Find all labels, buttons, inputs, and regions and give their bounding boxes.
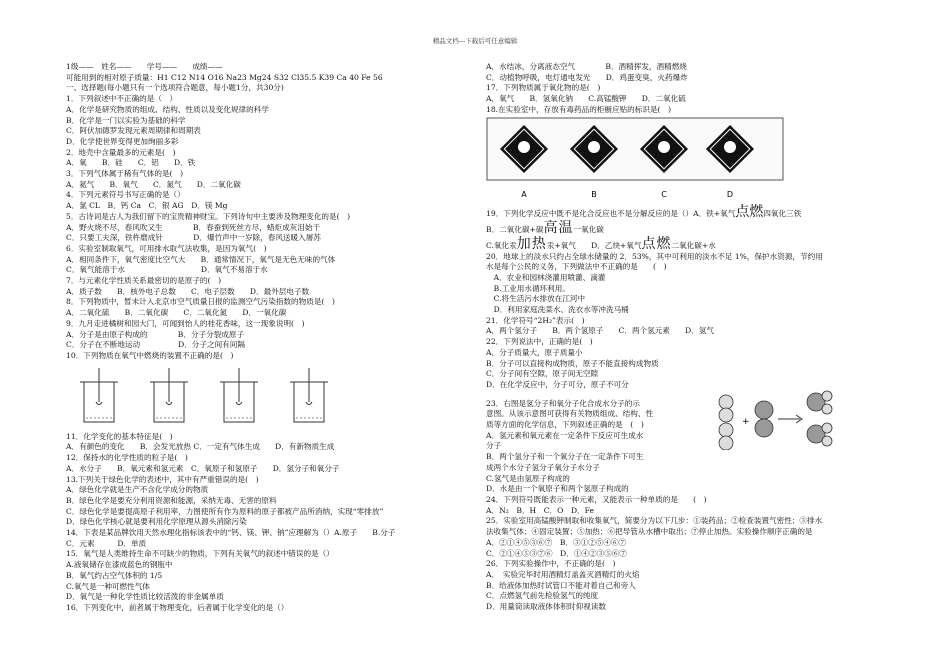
- text-line: 成两个水分子氢分子氧分子水分子: [486, 462, 600, 472]
- text-line: 12．保持水的化学性质的粒子是( ): [66, 453, 188, 463]
- text-line: D．用量筒读取液体体积时仰视读数: [486, 602, 606, 612]
- q19-part: 汞+氧气 D．乙炔+氧气: [546, 240, 642, 250]
- hydrogen-atom: [719, 436, 733, 450]
- text-line: 7．与元素化学性质关系最密切的是原子的( ): [66, 276, 222, 286]
- hydrogen-atom: [719, 408, 733, 422]
- text-line: 9．九月走进橘树和园大门，可闻到怡人的桂花香味，这一现象说明( ): [66, 318, 305, 328]
- text-line: 一、选择题(每小题只有一个选项符合题意，每小题1分，共30分): [66, 83, 284, 93]
- text-line: A．氢元素和氧元素在一定条件下反应可生成水: [486, 430, 644, 440]
- text-line: A．氧气 B．氢氧化钠 C.高锰酸钾 D．二氧化硫: [486, 94, 686, 104]
- text-line: 21．化学符号“2H₂”表示( ): [486, 315, 585, 325]
- q19-part: 一氧化碳: [573, 224, 604, 234]
- q19-part: 加热: [516, 235, 547, 252]
- sign-symbol: [518, 141, 530, 153]
- text-line: C．元素 D．单质: [66, 538, 147, 548]
- text-line: 23．右图是氢分子和氧分子化合成水分子的示: [486, 398, 640, 408]
- q19-part: 二氧化碳+水: [671, 240, 716, 250]
- text-line: C．氧气能溶于水 D．氧气不易溶于水: [66, 265, 268, 275]
- text-line: C．只要工夫深，铁杵磨成针 D．爆竹声中一岁除，春风送暖入屠苏: [66, 233, 321, 243]
- text-line: 1．下列叙述中不正确的是（ ）: [66, 94, 178, 104]
- sign-symbol: [658, 141, 670, 153]
- water-hydrogen-atom: [822, 391, 832, 401]
- hydrogen-atom: [719, 395, 733, 409]
- hazard-signs-figure: [486, 117, 906, 203]
- oxygen-atom: [755, 419, 773, 437]
- text-line: C．②①④⑤③⑦⑥ D．①④②③⑤⑥⑦: [486, 548, 627, 558]
- q19-part: B．二氧化碳+碳: [486, 224, 544, 234]
- text-line: 26．下列实验操作中，不正确的是( ): [486, 559, 616, 569]
- water-hydrogen-atom: [822, 423, 832, 433]
- water-hydrogen-atom: [822, 404, 832, 414]
- text-line: B.工业用水循环利用。: [486, 283, 570, 293]
- hazard-signs-svg: [486, 117, 786, 203]
- text-line: B．氧气约占空气体积的 1/5: [66, 570, 163, 580]
- right-column: [486, 62, 906, 613]
- text-line: 17．下列物质属于氧化物的是( ): [486, 83, 601, 93]
- text-line: A．氦气 B．氧气 C．氮气 D．二氧化碳: [66, 179, 241, 189]
- text-line: B．分子可以直接构成物质，原子不能直接构成物质: [486, 358, 659, 368]
- text-line: 8．下列物质中，暂未计入北京市空气质量日报的监测空气污染指数的物质是( ): [66, 297, 335, 307]
- text-line: A．绿色化学就是生产不含化学成分的物质: [66, 485, 209, 495]
- text-line: B．两个氢分子和一个氧分子在一定条件下可生: [486, 452, 644, 462]
- text-line: C.氧气是一种可燃性气体: [66, 581, 150, 591]
- combustion-figure-svg: [66, 364, 366, 430]
- text-line: C．阿伏加德罗发现元素周期律和周期表: [66, 126, 201, 136]
- text-line: A.液氧储存在漆成蓝色的钢瓶中: [66, 560, 173, 570]
- text-line: B．化学是一门以实验为基础的科学: [66, 115, 186, 125]
- text-line: 24．下列符号既能表示一种元素，又能表示一种单质的是 ( ): [486, 494, 707, 504]
- text-line: 5．古诗词是古人为我们留下的宝贵精神财宝。下列诗句中主要涉及物理变化的是( ): [66, 211, 351, 221]
- q19-part: 19．下列化学反应中既不是化合反应也不是分解反应的是（）A．铁+氧气: [486, 208, 736, 218]
- hazard-label: C: [661, 189, 667, 199]
- water-hydrogen-atom: [822, 436, 832, 446]
- text-line: A．化学是研究物质的组成、结构、性质以及变化规律的科学: [66, 104, 269, 114]
- text-line: 1级—— 姓名—— 学号—— 成绩——: [66, 62, 223, 71]
- text-line: 15．氧气是人类维持生命不可缺少的物质，下列有关氧气的叙述中错误的是（）: [66, 549, 334, 559]
- hazard-label: B: [591, 189, 597, 199]
- text-line: 水是每个公民的义务，下列做法中不正确的是 ( ): [486, 262, 667, 272]
- text-line: C．绿色化学是要提高原子利用率，力图使所有作为原料的原子都被产品所消纳，实现“零排放”: [66, 506, 384, 516]
- text-line: 2．地壳中含量最多的元素是( ): [66, 147, 176, 157]
- combustion-apparatus-figure: [66, 364, 466, 430]
- text-line: A．②①④⑤③⑥⑦ B．③①②⑤④⑥⑦: [486, 537, 627, 547]
- hydrogen-atom: [719, 423, 733, 437]
- text-line: 16．下列变化中，前者属于物理变化，后者属于化学变化的是（）: [66, 602, 289, 612]
- text-line: D．利用家庭洗菜水、洗衣水等冲洗马桶: [486, 305, 629, 315]
- text-line: 意图。从该示意图可获得有关物质组成、结构、性: [486, 409, 654, 419]
- text-line: D．化学使世界变得更加绚丽多彩: [66, 136, 179, 146]
- q19-part: 点燃: [735, 203, 764, 220]
- text-line: A．相同条件下，氧气密度比空气大 B．通常情况下，氧气是无色无味的气体: [66, 254, 336, 264]
- q19-line1: [486, 204, 906, 220]
- text-line: 可能用到的相对原子质量：H1 C12 N14 O16 Na23 Mg24 S32 Cl35.5 K39 Ca 40 Fe 56: [66, 72, 383, 82]
- text-line: 10．下列物质在氧气中燃烧的装置不正确的是( ): [66, 350, 234, 360]
- text-line: 20．地球上的淡水只约占全球水储量的 2．53%，其中可利用的淡水不足 1%，保护水资源，节约用: [486, 251, 823, 261]
- text-line: 11．化学变化的基本特征是( ): [66, 431, 173, 441]
- left-column: [66, 62, 466, 614]
- text-line: 6．实验室制取氧气，可用排水取气法收集，是因为氧气( ): [66, 243, 267, 253]
- flame-shape: [166, 402, 172, 405]
- oxygen-atom: [755, 401, 773, 419]
- text-line: A．分子质量大，原子质量小: [486, 347, 583, 357]
- q19-line2: [486, 220, 906, 236]
- text-line: D．氧气是一种化学性质比较活泼的非金属单质: [66, 592, 224, 602]
- text-line: 法收集气体；④固定装置；⑤加热；⑥把导管从水槽中取出；⑦停止加热。实验操作顺序正确的是: [486, 527, 813, 537]
- text-line: A．水分子 B．氧元素和氢元素 C．氧原子和氢原子 D．氢分子和氧分子: [66, 463, 340, 473]
- text-line: C．点燃氢气前先检验氢气的纯度: [486, 591, 599, 601]
- molecule-diagram: [716, 384, 836, 450]
- flame-shape: [306, 402, 312, 405]
- text-line: A．二氧化硫 B．二氧化碳 C．二氧化氮 D．一氧化碳: [66, 308, 287, 318]
- text-line: A．氧 B．硅 C．铝 D．铁: [66, 158, 196, 168]
- text-line: A．水结冰，分离液态空气 B．酒精挥发，酒精燃烧: [486, 62, 687, 71]
- text-line: A．两个氢分子 B．两个氢原子 C．两个氢元素 D．氢气: [486, 326, 714, 336]
- text-line: 25．实验室用高锰酸钾制取和收集氧气，简要分为以下几步：①装药品；②检查装置气密性；③排水: [486, 516, 823, 526]
- text-line: A．有颜色的变化 B．会发光放热 C．一定有气体生成 D．有新物质生成: [66, 442, 335, 452]
- text-line: [486, 391, 906, 399]
- text-line: 14．下表是某品牌饮用天然水理化指标该表中的“钙、镁、钾、钠”应理解为（）A.原子 B.分子: [66, 528, 396, 538]
- sign-symbol: [588, 141, 600, 153]
- text-line: A．氯 CL B．钙 Ca C．银 AG D．镁 Mg: [66, 201, 228, 211]
- text-line: D．绿色化学核心就是要利用化学原理从源头消除污染: [66, 517, 247, 527]
- text-line: B．给液体加热时试管口不能对着自己和旁人: [486, 580, 636, 590]
- text-line: A．质子数 B．核外电子总数 C．电子层数 D．最外层电子数: [66, 286, 310, 296]
- text-line: 3．下列气体属于稀有气体的是( ): [66, 169, 184, 179]
- text-line: 质等方面的化学信息，下列叙述正确的是 ( ): [486, 420, 644, 430]
- text-line: A． 实验完毕时用酒精灯盖盖灭酒精灯的火焰: [486, 569, 640, 579]
- text-line: B．绿色化学是要充分利用资源和能源，采纳无毒、无害的原料: [66, 495, 277, 505]
- text-line: D．水是由一个氧原子和两个氢原子构成的: [486, 484, 629, 494]
- q19-part: 点燃: [641, 235, 672, 252]
- q19-part: 高温: [543, 219, 574, 236]
- text-line: A．分子是由原子构成的 B．分子分裂成原子: [66, 329, 245, 339]
- flame-shape: [236, 402, 242, 405]
- text-line: C．分子在不断地运动 D．分子之间有间隔: [66, 340, 245, 350]
- text-line: 18.在实验室中，存放有毒药品的柜橱应贴的标识是( ): [486, 104, 672, 114]
- text-line: C．分子间有空隙，原子间无空隙: [486, 369, 599, 379]
- hazard-label: D: [726, 189, 734, 199]
- text-line: C．动植物呼吸，电灯通电发光 D．鸡蛋变臭，火药爆炸: [486, 72, 688, 82]
- text-line: 分子: [486, 441, 502, 451]
- flame-shape: [96, 402, 102, 405]
- text-line: A．N₂ B．H C．O D．Fe: [486, 505, 595, 515]
- text-line: C.氢气是由氢原子构成的: [486, 473, 570, 483]
- text-line: A．野火烧不尽，春风吹又生 B．春蚕到死丝方尽，蜡炬成灰泪始干: [66, 222, 321, 232]
- text-line: 13.下列关于绿色化学的表述中，其中有严重错误的是( ): [66, 474, 259, 484]
- sign-symbol: [724, 141, 736, 153]
- text-line: 22．下列说法中，正确的是( ): [486, 337, 593, 347]
- text-line: 4．下列元素符号书写正确的是（）: [66, 190, 185, 200]
- q19-line3: [486, 236, 906, 252]
- text-line: D．在化学反应中，分子可分，原子不可分: [486, 379, 629, 389]
- page-header: 精品文档---下载后可任意编辑: [432, 37, 518, 45]
- q19-part: 四氧化三铁: [763, 208, 802, 218]
- plus-sign: +: [742, 417, 750, 427]
- q19-part: C.氧化汞: [486, 240, 517, 250]
- text-line: A．农业和园林浇灌用喷灌、滴灌: [486, 272, 606, 282]
- hazard-label: A: [521, 189, 527, 199]
- text-line: C.将生活污水排放在江河中: [486, 294, 586, 304]
